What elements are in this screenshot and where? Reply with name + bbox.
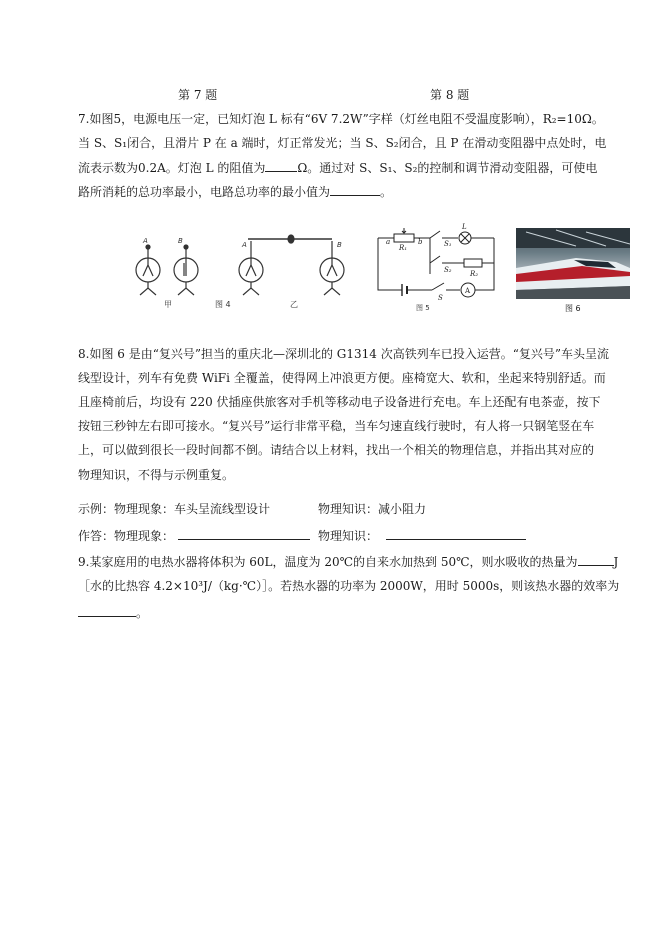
fig5-label-s: S: [438, 294, 443, 302]
fig4-jia-label: 甲: [164, 300, 172, 309]
fig5-label-ammeter: A: [465, 287, 471, 295]
fig5-label-b: b: [418, 238, 423, 246]
q8-figure-caption: 第 8 题: [430, 88, 470, 102]
q8-line-2: 线型设计，列车有免费 WiFi 全覆盖，使得网上冲浪更方便。座椅宽大、软和，坐起来特别舒适。而: [78, 371, 606, 385]
q7-line-3-text-b: Ω。通过对 S、S₁、S₂的控制和调节滑动变阻器，可使电: [297, 161, 598, 175]
fig4-letter-a1: A: [143, 237, 148, 245]
q8-answer-phenomenon-blank[interactable]: [178, 527, 310, 540]
electroscopes-yi: [239, 235, 344, 295]
q9-line-3: [78, 604, 148, 621]
q7-line-4: [78, 183, 392, 200]
q8-answer-knowledge-row: [318, 527, 526, 544]
fig4-yi-label: 乙: [290, 300, 298, 309]
fig5-label-l: L: [462, 223, 467, 231]
q9-line-1-unit: J: [613, 555, 619, 569]
fig4-letter-b2: B: [337, 241, 342, 249]
q8-line-6: 物理知识，不得与示例重复。: [78, 468, 235, 482]
q8-answer-phenomenon-label: 作答：物理现象：: [78, 529, 175, 543]
q9-blank-efficiency[interactable]: [78, 604, 136, 617]
q8-answer-knowledge-label: 物理知识：: [318, 529, 379, 543]
fig4-letter-a2: A: [242, 241, 247, 249]
q8-example-knowledge: 物理知识：减小阻力: [318, 502, 427, 516]
q9-line-3-end: 。: [136, 606, 149, 620]
q7-line-3-text: 流表示数为0.2A。灯泡 L 的阻值为: [78, 161, 266, 175]
q8-line-5: 上，可以做到很长一段时间都不倒。请结合以上材料，找出一个相关的物理信息，并指出其对应的: [78, 443, 595, 457]
fig5-label-s2: S₂: [444, 266, 452, 274]
q7-line-4-end: 。: [380, 185, 393, 199]
q9-line-1: [78, 553, 618, 570]
fig5-label-r1: R₁: [399, 244, 408, 252]
figure-6-train-photo: [516, 228, 630, 299]
q9-blank-heat[interactable]: [578, 553, 614, 566]
q9-line-2: ［水的比热容 4.2×10³J/（kg·℃）］。若热水器的功率为 2000W，用时 5000s，则该热水器的效率为: [78, 579, 620, 593]
figure-5: [372, 220, 502, 312]
electroscope-b-jia: [174, 245, 198, 295]
q8-answer-knowledge-blank[interactable]: [386, 527, 526, 540]
q7-line-4-text: 路所消耗的总功率最小，电路总功率的最小值为: [78, 185, 331, 199]
q8-line-4: 按钮三秒钟左右即可接水。“复兴号”运行非常平稳，当车匀速直线行驶时，有人将一只钢笔竖在车: [78, 419, 595, 433]
fig5-label-a: a: [386, 238, 391, 246]
q7-figure-caption: 第 7 题: [178, 88, 218, 102]
q7-line-3: [78, 159, 597, 176]
fig5-label-s1: S₁: [444, 240, 452, 248]
fig5-label-r2: R₂: [470, 270, 479, 278]
fig5-caption: 图 5: [416, 304, 430, 312]
fig4-letter-b1: B: [178, 237, 183, 245]
q7-line-1: 7.如图5，电源电压一定，已知灯泡 L 标有“6V 7.2W”字样（灯丝电阻不受温度影响），R₂=10Ω。: [78, 112, 604, 126]
fig6-caption: 图 6: [565, 304, 581, 313]
electroscope-a-jia: [136, 245, 160, 295]
q8-example-phenomenon: 示例：物理现象：车头呈流线型设计: [78, 502, 271, 516]
q8-line-1: 8.如图 6 是由“复兴号”担当的重庆北—深圳北的 G1314 次高铁列车已投入运营。“复兴号”车头呈流: [78, 347, 610, 361]
q8-line-3: 且座椅前后，均设有 220 伏插座供旅客对手机等移动电子设备进行充电。车上还配有电茶壶，按下: [78, 395, 601, 409]
q7-blank-resistance[interactable]: [265, 159, 297, 172]
q9-line-1-text: 9.某家庭用的电热水器将体积为 60L，温度为 20℃的自来水加热到 50℃，则水吸收的热量为: [78, 555, 578, 569]
q7-line-2: 当 S、S₁闭合，且滑片 P 在 a 端时，灯正常发光；当 S、S₂闭合，且 P 在滑动变阻器中点处时，电: [78, 136, 607, 150]
figure-4: [120, 225, 375, 315]
q8-answer-row: [78, 527, 310, 544]
fig4-caption: 图 4: [215, 300, 231, 309]
q7-blank-min-power[interactable]: [330, 183, 380, 196]
